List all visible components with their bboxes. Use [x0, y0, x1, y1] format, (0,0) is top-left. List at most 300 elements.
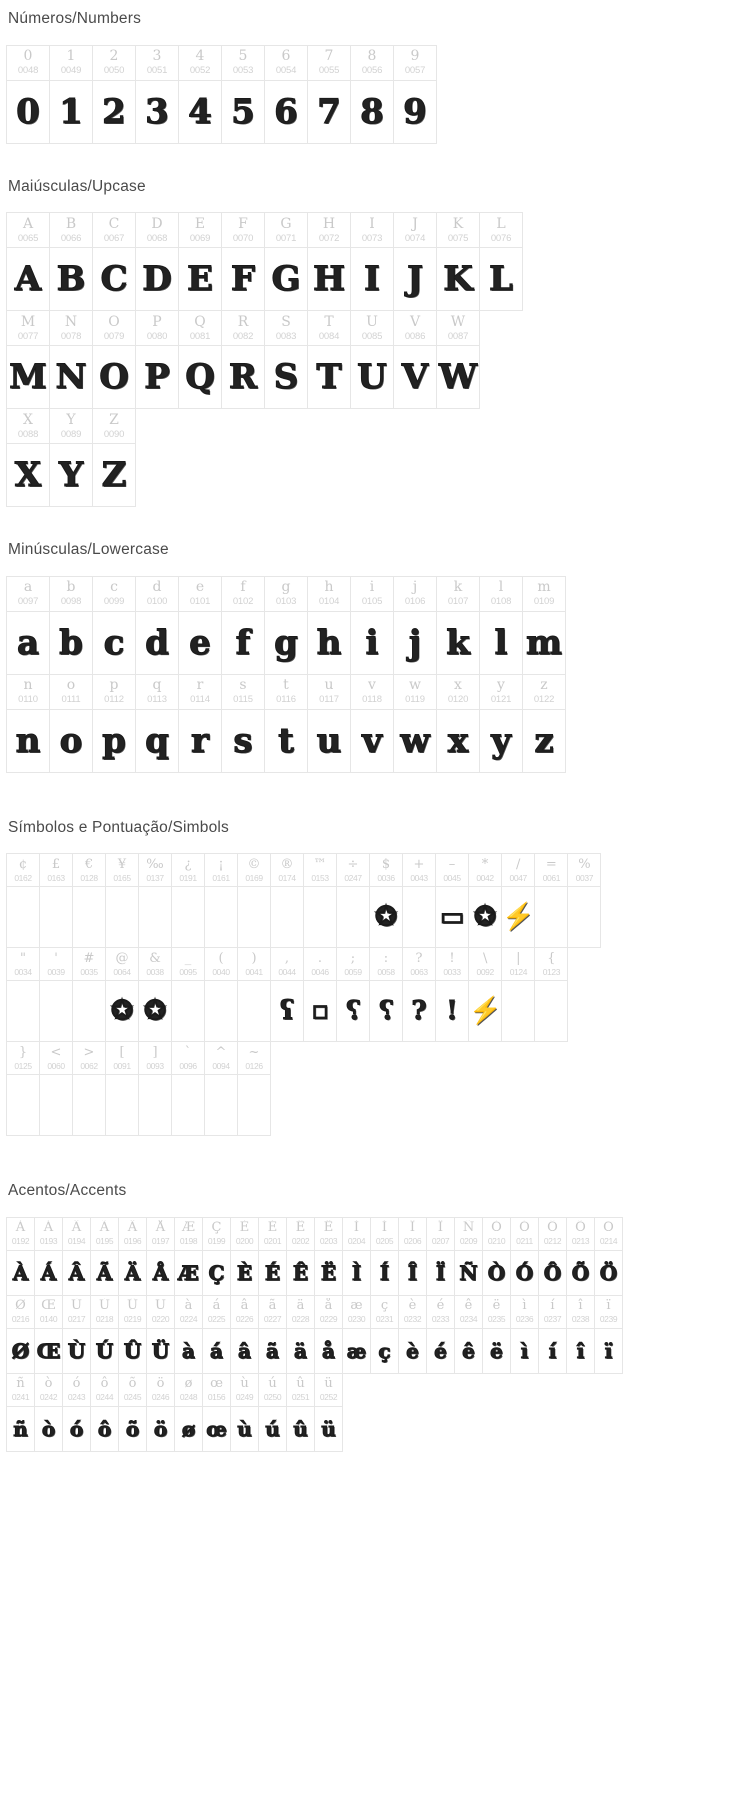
char-glyph-cell[interactable] — [436, 981, 469, 1042]
char-glyph-cell[interactable] — [119, 1406, 147, 1451]
char-glyph-cell[interactable] — [437, 709, 480, 772]
char-glyph-cell[interactable] — [172, 1075, 205, 1136]
char-glyph-cell[interactable] — [93, 248, 136, 311]
char-glyph-cell[interactable] — [50, 248, 93, 311]
char-header-cell[interactable] — [370, 948, 403, 981]
char-header-cell[interactable] — [308, 674, 351, 709]
char-glyph-cell[interactable] — [91, 1406, 119, 1451]
char-glyph-cell[interactable] — [73, 887, 106, 948]
char-glyph-cell[interactable] — [265, 611, 308, 674]
char-header-cell[interactable] — [455, 1217, 483, 1250]
char-glyph-cell[interactable] — [7, 346, 50, 409]
char-header-cell[interactable] — [93, 576, 136, 611]
char-glyph-cell[interactable] — [343, 1250, 371, 1295]
char-header-cell[interactable] — [50, 311, 93, 346]
char-header-cell[interactable] — [205, 1042, 238, 1075]
char-glyph-cell[interactable] — [437, 248, 480, 311]
char-glyph-cell[interactable] — [535, 887, 568, 948]
char-header-cell[interactable] — [136, 311, 179, 346]
char-glyph-cell[interactable] — [40, 981, 73, 1042]
char-header-cell[interactable] — [179, 213, 222, 248]
char-header-cell[interactable] — [231, 1217, 259, 1250]
char-glyph-cell[interactable] — [222, 80, 265, 143]
char-glyph-cell[interactable] — [175, 1328, 203, 1373]
char-glyph-cell[interactable] — [50, 611, 93, 674]
char-header-cell[interactable] — [172, 1042, 205, 1075]
char-header-cell[interactable] — [50, 674, 93, 709]
char-glyph-cell[interactable] — [7, 248, 50, 311]
char-header-cell[interactable] — [351, 674, 394, 709]
char-header-cell[interactable] — [136, 213, 179, 248]
char-glyph-cell[interactable] — [7, 1075, 40, 1136]
char-header-cell[interactable] — [172, 854, 205, 887]
char-glyph-cell[interactable] — [427, 1250, 455, 1295]
char-header-cell[interactable] — [238, 948, 271, 981]
char-glyph-cell[interactable] — [222, 611, 265, 674]
char-header-cell[interactable] — [399, 1295, 427, 1328]
char-header-cell[interactable] — [7, 576, 50, 611]
char-header-cell[interactable] — [308, 213, 351, 248]
char-glyph-cell[interactable] — [502, 887, 535, 948]
char-header-cell[interactable] — [595, 1217, 623, 1250]
char-header-cell[interactable] — [259, 1295, 287, 1328]
char-header-cell[interactable] — [91, 1373, 119, 1406]
char-header-cell[interactable] — [371, 1295, 399, 1328]
char-header-cell[interactable] — [40, 854, 73, 887]
char-header-cell[interactable] — [271, 948, 304, 981]
char-glyph-cell[interactable] — [567, 1250, 595, 1295]
char-header-cell[interactable] — [437, 674, 480, 709]
char-glyph-cell[interactable] — [35, 1250, 63, 1295]
char-glyph-cell[interactable] — [7, 80, 50, 143]
char-glyph-cell[interactable] — [231, 1406, 259, 1451]
char-glyph-cell[interactable] — [73, 981, 106, 1042]
char-glyph-cell[interactable] — [480, 611, 523, 674]
char-header-cell[interactable] — [343, 1295, 371, 1328]
char-glyph-cell[interactable] — [259, 1250, 287, 1295]
char-glyph-cell[interactable] — [469, 981, 502, 1042]
char-header-cell[interactable] — [351, 311, 394, 346]
char-glyph-cell[interactable] — [595, 1250, 623, 1295]
char-header-cell[interactable] — [535, 948, 568, 981]
char-header-cell[interactable] — [63, 1217, 91, 1250]
char-header-cell[interactable] — [568, 854, 601, 887]
char-glyph-cell[interactable] — [238, 1075, 271, 1136]
char-glyph-cell[interactable] — [172, 887, 205, 948]
char-glyph-cell[interactable] — [7, 1328, 35, 1373]
char-header-cell[interactable] — [106, 854, 139, 887]
char-glyph-cell[interactable] — [7, 1250, 35, 1295]
char-header-cell[interactable] — [308, 576, 351, 611]
char-header-cell[interactable] — [222, 674, 265, 709]
char-glyph-cell[interactable] — [136, 346, 179, 409]
char-header-cell[interactable] — [50, 576, 93, 611]
char-glyph-cell[interactable] — [205, 1075, 238, 1136]
char-header-cell[interactable] — [172, 948, 205, 981]
char-glyph-cell[interactable] — [483, 1328, 511, 1373]
char-header-cell[interactable] — [469, 948, 502, 981]
char-glyph-cell[interactable] — [399, 1328, 427, 1373]
char-glyph-cell[interactable] — [172, 981, 205, 1042]
char-glyph-cell[interactable] — [455, 1250, 483, 1295]
char-header-cell[interactable] — [73, 854, 106, 887]
char-header-cell[interactable] — [7, 1042, 40, 1075]
char-header-cell[interactable] — [343, 1217, 371, 1250]
char-glyph-cell[interactable] — [315, 1328, 343, 1373]
char-header-cell[interactable] — [63, 1295, 91, 1328]
char-header-cell[interactable] — [93, 409, 136, 444]
char-header-cell[interactable] — [437, 213, 480, 248]
char-glyph-cell[interactable] — [40, 1075, 73, 1136]
char-glyph-cell[interactable] — [370, 981, 403, 1042]
char-header-cell[interactable] — [93, 311, 136, 346]
char-header-cell[interactable] — [399, 1217, 427, 1250]
char-header-cell[interactable] — [147, 1217, 175, 1250]
char-header-cell[interactable] — [106, 1042, 139, 1075]
char-header-cell[interactable] — [265, 311, 308, 346]
char-glyph-cell[interactable] — [343, 1328, 371, 1373]
char-glyph-cell[interactable] — [304, 887, 337, 948]
char-glyph-cell[interactable] — [63, 1250, 91, 1295]
char-header-cell[interactable] — [119, 1295, 147, 1328]
char-header-cell[interactable] — [50, 409, 93, 444]
char-glyph-cell[interactable] — [567, 1328, 595, 1373]
char-glyph-cell[interactable] — [287, 1250, 315, 1295]
char-header-cell[interactable] — [238, 854, 271, 887]
char-glyph-cell[interactable] — [136, 709, 179, 772]
char-glyph-cell[interactable] — [394, 611, 437, 674]
char-header-cell[interactable] — [205, 854, 238, 887]
char-glyph-cell[interactable] — [265, 80, 308, 143]
char-header-cell[interactable] — [179, 311, 222, 346]
char-header-cell[interactable] — [436, 948, 469, 981]
char-glyph-cell[interactable] — [203, 1328, 231, 1373]
char-header-cell[interactable] — [394, 213, 437, 248]
char-header-cell[interactable] — [179, 674, 222, 709]
char-glyph-cell[interactable] — [308, 80, 351, 143]
char-header-cell[interactable] — [394, 311, 437, 346]
char-header-cell[interactable] — [403, 948, 436, 981]
char-glyph-cell[interactable] — [179, 611, 222, 674]
char-glyph-cell[interactable] — [308, 248, 351, 311]
char-header-cell[interactable] — [271, 854, 304, 887]
char-header-cell[interactable] — [455, 1295, 483, 1328]
char-header-cell[interactable] — [222, 576, 265, 611]
char-glyph-cell[interactable] — [119, 1328, 147, 1373]
char-header-cell[interactable] — [403, 854, 436, 887]
char-header-cell[interactable] — [179, 576, 222, 611]
char-glyph-cell[interactable] — [399, 1250, 427, 1295]
char-header-cell[interactable] — [222, 213, 265, 248]
char-header-cell[interactable] — [119, 1373, 147, 1406]
char-glyph-cell[interactable] — [483, 1250, 511, 1295]
char-glyph-cell[interactable] — [136, 80, 179, 143]
char-glyph-cell[interactable] — [394, 80, 437, 143]
char-glyph-cell[interactable] — [595, 1328, 623, 1373]
char-glyph-cell[interactable] — [222, 346, 265, 409]
char-header-cell[interactable] — [567, 1217, 595, 1250]
char-header-cell[interactable] — [7, 1373, 35, 1406]
char-header-cell[interactable] — [304, 854, 337, 887]
char-glyph-cell[interactable] — [238, 981, 271, 1042]
char-header-cell[interactable] — [175, 1373, 203, 1406]
char-glyph-cell[interactable] — [259, 1406, 287, 1451]
char-glyph-cell[interactable] — [222, 248, 265, 311]
char-header-cell[interactable] — [7, 1217, 35, 1250]
char-header-cell[interactable] — [231, 1373, 259, 1406]
char-header-cell[interactable] — [179, 45, 222, 80]
char-glyph-cell[interactable] — [63, 1328, 91, 1373]
char-glyph-cell[interactable] — [7, 981, 40, 1042]
char-glyph-cell[interactable] — [523, 611, 566, 674]
char-header-cell[interactable] — [35, 1295, 63, 1328]
char-glyph-cell[interactable] — [568, 887, 601, 948]
char-header-cell[interactable] — [7, 311, 50, 346]
char-header-cell[interactable] — [136, 576, 179, 611]
char-header-cell[interactable] — [370, 854, 403, 887]
char-header-cell[interactable] — [7, 1295, 35, 1328]
char-glyph-cell[interactable] — [502, 981, 535, 1042]
char-header-cell[interactable] — [502, 854, 535, 887]
char-header-cell[interactable] — [136, 45, 179, 80]
char-header-cell[interactable] — [203, 1373, 231, 1406]
char-header-cell[interactable] — [40, 1042, 73, 1075]
char-header-cell[interactable] — [315, 1217, 343, 1250]
char-header-cell[interactable] — [437, 311, 480, 346]
char-header-cell[interactable] — [91, 1295, 119, 1328]
char-glyph-cell[interactable] — [371, 1328, 399, 1373]
char-glyph-cell[interactable] — [203, 1250, 231, 1295]
char-header-cell[interactable] — [7, 948, 40, 981]
char-header-cell[interactable] — [427, 1295, 455, 1328]
char-glyph-cell[interactable] — [203, 1406, 231, 1451]
char-header-cell[interactable] — [203, 1295, 231, 1328]
char-glyph-cell[interactable] — [308, 709, 351, 772]
char-header-cell[interactable] — [371, 1217, 399, 1250]
char-glyph-cell[interactable] — [539, 1250, 567, 1295]
char-glyph-cell[interactable] — [50, 444, 93, 507]
char-header-cell[interactable] — [259, 1373, 287, 1406]
char-glyph-cell[interactable] — [147, 1328, 175, 1373]
char-header-cell[interactable] — [265, 45, 308, 80]
char-header-cell[interactable] — [511, 1217, 539, 1250]
char-glyph-cell[interactable] — [93, 611, 136, 674]
char-glyph-cell[interactable] — [139, 981, 172, 1042]
char-header-cell[interactable] — [287, 1373, 315, 1406]
char-header-cell[interactable] — [147, 1373, 175, 1406]
char-glyph-cell[interactable] — [315, 1406, 343, 1451]
char-header-cell[interactable] — [238, 1042, 271, 1075]
char-header-cell[interactable] — [567, 1295, 595, 1328]
char-glyph-cell[interactable] — [139, 1075, 172, 1136]
char-header-cell[interactable] — [480, 213, 523, 248]
char-glyph-cell[interactable] — [35, 1328, 63, 1373]
char-glyph-cell[interactable] — [437, 611, 480, 674]
char-glyph-cell[interactable] — [231, 1250, 259, 1295]
char-glyph-cell[interactable] — [35, 1406, 63, 1451]
char-glyph-cell[interactable] — [139, 887, 172, 948]
char-glyph-cell[interactable] — [7, 709, 50, 772]
char-header-cell[interactable] — [523, 674, 566, 709]
char-glyph-cell[interactable] — [93, 80, 136, 143]
char-glyph-cell[interactable] — [259, 1328, 287, 1373]
char-header-cell[interactable] — [595, 1295, 623, 1328]
char-glyph-cell[interactable] — [287, 1406, 315, 1451]
char-glyph-cell[interactable] — [106, 1075, 139, 1136]
char-glyph-cell[interactable] — [50, 80, 93, 143]
char-header-cell[interactable] — [93, 213, 136, 248]
char-glyph-cell[interactable] — [480, 248, 523, 311]
char-glyph-cell[interactable] — [271, 887, 304, 948]
char-glyph-cell[interactable] — [427, 1328, 455, 1373]
char-header-cell[interactable] — [231, 1295, 259, 1328]
char-header-cell[interactable] — [351, 213, 394, 248]
char-glyph-cell[interactable] — [222, 709, 265, 772]
char-glyph-cell[interactable] — [271, 981, 304, 1042]
char-header-cell[interactable] — [337, 854, 370, 887]
char-header-cell[interactable] — [40, 948, 73, 981]
char-header-cell[interactable] — [351, 45, 394, 80]
char-header-cell[interactable] — [394, 45, 437, 80]
char-header-cell[interactable] — [147, 1295, 175, 1328]
char-header-cell[interactable] — [315, 1373, 343, 1406]
char-glyph-cell[interactable] — [179, 80, 222, 143]
char-glyph-cell[interactable] — [179, 248, 222, 311]
char-header-cell[interactable] — [175, 1217, 203, 1250]
char-glyph-cell[interactable] — [147, 1406, 175, 1451]
char-glyph-cell[interactable] — [106, 981, 139, 1042]
char-glyph-cell[interactable] — [337, 981, 370, 1042]
char-header-cell[interactable] — [265, 674, 308, 709]
char-header-cell[interactable] — [63, 1373, 91, 1406]
char-glyph-cell[interactable] — [179, 709, 222, 772]
char-glyph-cell[interactable] — [50, 709, 93, 772]
char-glyph-cell[interactable] — [91, 1250, 119, 1295]
char-glyph-cell[interactable] — [308, 346, 351, 409]
char-glyph-cell[interactable] — [93, 709, 136, 772]
char-glyph-cell[interactable] — [93, 444, 136, 507]
char-glyph-cell[interactable] — [315, 1250, 343, 1295]
char-header-cell[interactable] — [139, 1042, 172, 1075]
char-glyph-cell[interactable] — [535, 981, 568, 1042]
char-header-cell[interactable] — [35, 1373, 63, 1406]
char-glyph-cell[interactable] — [50, 346, 93, 409]
char-glyph-cell[interactable] — [175, 1406, 203, 1451]
char-header-cell[interactable] — [308, 311, 351, 346]
char-glyph-cell[interactable] — [265, 248, 308, 311]
char-header-cell[interactable] — [480, 576, 523, 611]
char-header-cell[interactable] — [394, 576, 437, 611]
char-header-cell[interactable] — [93, 674, 136, 709]
char-header-cell[interactable] — [222, 311, 265, 346]
char-glyph-cell[interactable] — [308, 611, 351, 674]
char-glyph-cell[interactable] — [205, 887, 238, 948]
char-glyph-cell[interactable] — [265, 346, 308, 409]
char-header-cell[interactable] — [308, 45, 351, 80]
char-glyph-cell[interactable] — [7, 1406, 35, 1451]
char-glyph-cell[interactable] — [7, 611, 50, 674]
char-header-cell[interactable] — [351, 576, 394, 611]
char-glyph-cell[interactable] — [119, 1250, 147, 1295]
char-header-cell[interactable] — [539, 1217, 567, 1250]
char-glyph-cell[interactable] — [455, 1328, 483, 1373]
char-glyph-cell[interactable] — [73, 1075, 106, 1136]
char-glyph-cell[interactable] — [351, 248, 394, 311]
char-glyph-cell[interactable] — [93, 346, 136, 409]
char-header-cell[interactable] — [315, 1295, 343, 1328]
char-glyph-cell[interactable] — [40, 887, 73, 948]
char-header-cell[interactable] — [259, 1217, 287, 1250]
char-header-cell[interactable] — [7, 854, 40, 887]
char-header-cell[interactable] — [7, 45, 50, 80]
char-glyph-cell[interactable] — [480, 709, 523, 772]
char-glyph-cell[interactable] — [403, 887, 436, 948]
char-glyph-cell[interactable] — [394, 346, 437, 409]
char-glyph-cell[interactable] — [351, 80, 394, 143]
char-header-cell[interactable] — [511, 1295, 539, 1328]
char-header-cell[interactable] — [337, 948, 370, 981]
char-header-cell[interactable] — [483, 1217, 511, 1250]
char-header-cell[interactable] — [203, 1217, 231, 1250]
char-glyph-cell[interactable] — [511, 1250, 539, 1295]
char-header-cell[interactable] — [265, 576, 308, 611]
char-glyph-cell[interactable] — [63, 1406, 91, 1451]
char-header-cell[interactable] — [394, 674, 437, 709]
char-header-cell[interactable] — [205, 948, 238, 981]
char-glyph-cell[interactable] — [265, 709, 308, 772]
char-glyph-cell[interactable] — [136, 248, 179, 311]
char-glyph-cell[interactable] — [136, 611, 179, 674]
char-glyph-cell[interactable] — [304, 981, 337, 1042]
char-glyph-cell[interactable] — [91, 1328, 119, 1373]
char-glyph-cell[interactable] — [370, 887, 403, 948]
char-glyph-cell[interactable] — [436, 887, 469, 948]
char-header-cell[interactable] — [175, 1295, 203, 1328]
char-glyph-cell[interactable] — [351, 611, 394, 674]
char-header-cell[interactable] — [7, 409, 50, 444]
char-glyph-cell[interactable] — [147, 1250, 175, 1295]
char-header-cell[interactable] — [436, 854, 469, 887]
char-header-cell[interactable] — [427, 1217, 455, 1250]
char-header-cell[interactable] — [139, 948, 172, 981]
char-glyph-cell[interactable] — [351, 346, 394, 409]
char-header-cell[interactable] — [35, 1217, 63, 1250]
char-header-cell[interactable] — [437, 576, 480, 611]
char-glyph-cell[interactable] — [231, 1328, 259, 1373]
char-header-cell[interactable] — [73, 1042, 106, 1075]
char-glyph-cell[interactable] — [511, 1328, 539, 1373]
char-header-cell[interactable] — [304, 948, 337, 981]
char-glyph-cell[interactable] — [7, 444, 50, 507]
char-glyph-cell[interactable] — [106, 887, 139, 948]
char-glyph-cell[interactable] — [238, 887, 271, 948]
char-header-cell[interactable] — [139, 854, 172, 887]
char-header-cell[interactable] — [119, 1217, 147, 1250]
char-header-cell[interactable] — [287, 1217, 315, 1250]
char-glyph-cell[interactable] — [337, 887, 370, 948]
char-header-cell[interactable] — [50, 213, 93, 248]
char-glyph-cell[interactable] — [287, 1328, 315, 1373]
char-glyph-cell[interactable] — [351, 709, 394, 772]
char-glyph-cell[interactable] — [437, 346, 480, 409]
char-glyph-cell[interactable] — [394, 709, 437, 772]
char-glyph-cell[interactable] — [394, 248, 437, 311]
char-header-cell[interactable] — [539, 1295, 567, 1328]
char-header-cell[interactable] — [136, 674, 179, 709]
char-glyph-cell[interactable] — [205, 981, 238, 1042]
char-header-cell[interactable] — [7, 674, 50, 709]
char-header-cell[interactable] — [483, 1295, 511, 1328]
